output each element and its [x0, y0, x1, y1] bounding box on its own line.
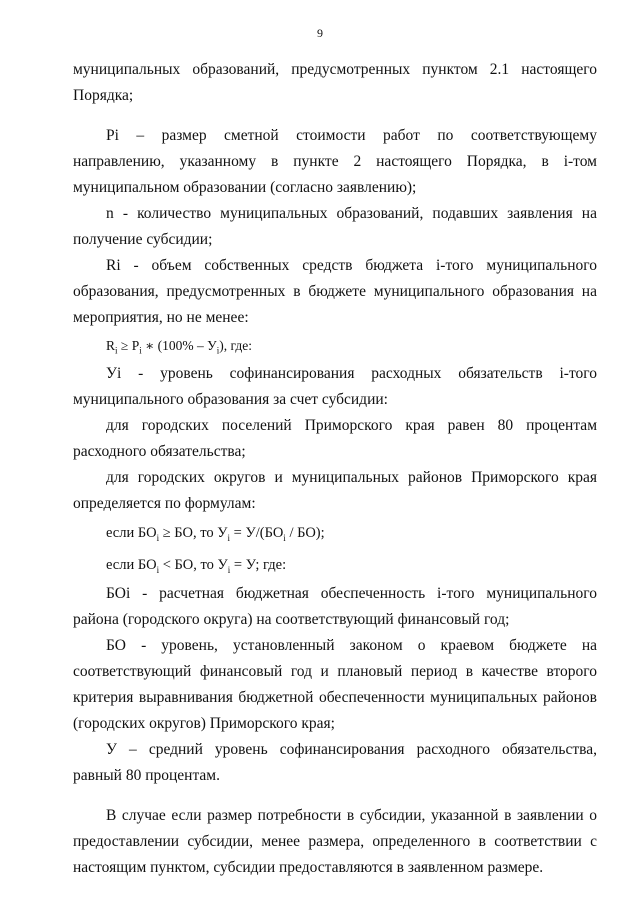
document-body — [73, 57, 597, 881]
paragraph-urban-districts: для городских округов и муниципальных районов Приморского края определяется по формулам: — [73, 469, 597, 512]
paragraph-ri-definition: Ri - объем собственных средств бюджета i-того муниципального образования, предусмотренных в бюджете муниципального образования на мероприятия, но не менее: — [73, 257, 597, 326]
formula-ri: $R_i \ge P_i$ ∗ $(100\% - У_i)$, где: — [106, 338, 252, 356]
paragraph-boi-definition: БОi - расчетная бюджетная обеспеченность i-того муниципального района (городского округа) на соответствующий финансовый год; — [73, 585, 597, 628]
page-number: 9 — [317, 26, 323, 40]
paragraph-y-definition: У – средний уровень софинансирования расходного обязательства, равный 80 процентам. — [73, 741, 597, 784]
paragraph-final-rule: В случае если размер потребности в субсидии, указанной в заявлении о предоставлении субсидии, менее размера, определенного в соответствии с настоящим пунктом, субсидии предоставляются в заявленном размере. — [73, 807, 597, 876]
paragraph-yi-definition: Уi - уровень софинансирования расходных обязательств i-того муниципального образования за счет субсидии: — [73, 365, 597, 408]
formula-condition-less: если $БО_i$ < БО, то $У_i = У$; где: — [106, 557, 287, 575]
paragraph-pi-definition: Pi – размер сметной стоимости работ по соответствующему направлению, указанному в пункте 2 настоящего Порядка, в i-том муниципальном образовании (согласно заявлению); — [73, 127, 597, 196]
paragraph-n-definition: n - количество муниципальных образований, подавших заявления на получение субсидии; — [73, 205, 597, 248]
formula-condition-greater: если $БО_i$ ≥ БО, то $У_i = У/(БО_i / БО)$; — [106, 525, 325, 543]
paragraph-continuation: муниципальных образований, предусмотренных пунктом 2.1 настоящего Порядка; — [73, 61, 597, 104]
paragraph-bo-definition: БО - уровень, установленный законом о краевом бюджете на соответствующий финансовый год и плановый период в качестве второго критерия выравнивания бюджетной обеспеченности муниципальных районов (городских округов) Приморского края; — [73, 637, 597, 732]
paragraph-urban-settlements: для городских поселений Приморского края равен 80 процентам расходного обязательства; — [73, 417, 597, 460]
